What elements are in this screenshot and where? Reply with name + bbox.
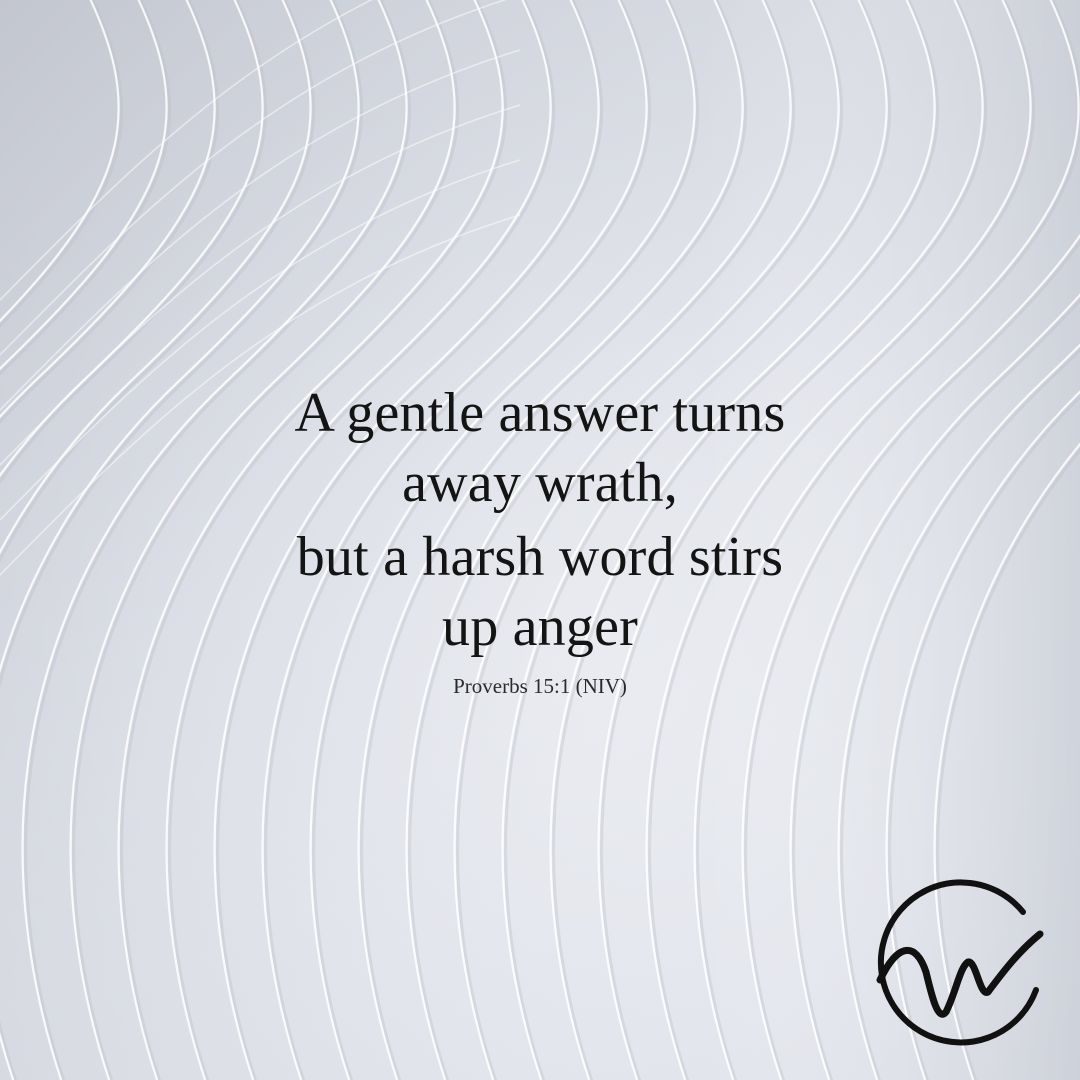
verse-block: [0, 378, 1080, 700]
verse-line-3: but a harsh word stirs: [296, 526, 784, 588]
verse-line-2: away wrath,: [402, 452, 678, 514]
circle-w-logo-icon: [868, 872, 1048, 1052]
verse-line-1: A gentle answer turns: [294, 382, 786, 444]
verse-line-4: up anger: [442, 596, 638, 658]
verse-reference: Proverbs 15:1 (NIV): [453, 674, 627, 698]
